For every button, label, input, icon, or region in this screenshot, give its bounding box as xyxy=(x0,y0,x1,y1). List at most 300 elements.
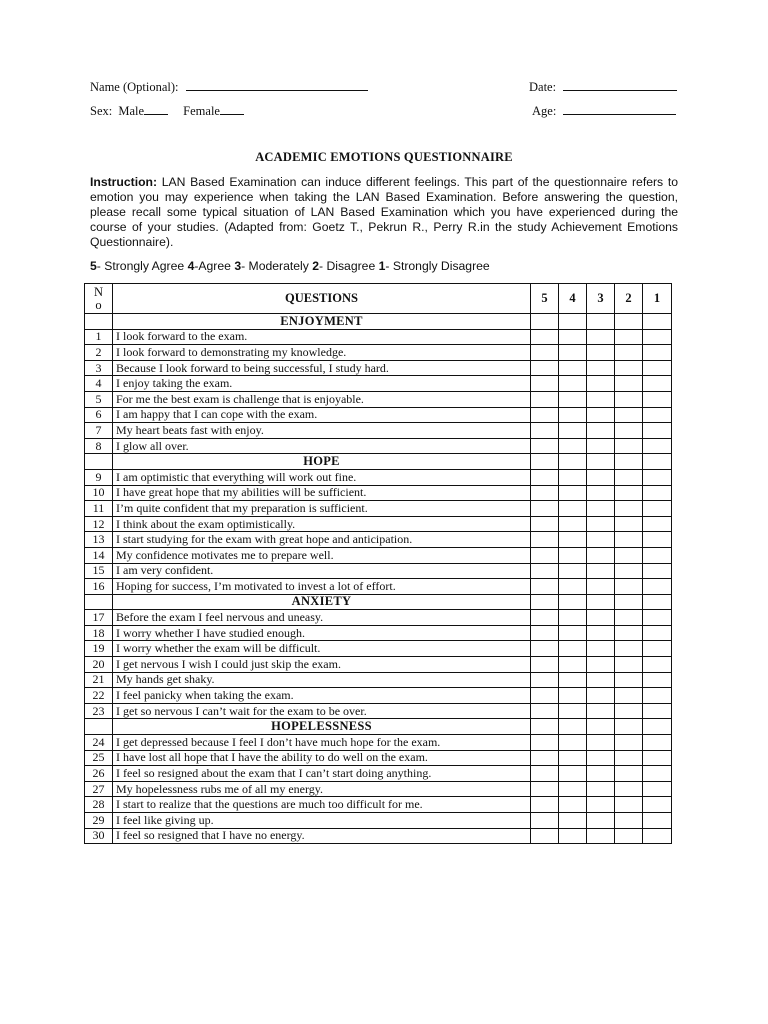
section-header-row xyxy=(85,719,672,735)
section-rating-cell xyxy=(587,594,615,610)
question-number: 25 xyxy=(85,750,113,766)
rating-5-cell[interactable] xyxy=(531,813,559,829)
rating-2-cell[interactable] xyxy=(615,703,643,719)
section-rating-cell xyxy=(559,719,587,735)
section-title: HOPELESSNESS xyxy=(113,719,531,735)
rating-4-cell[interactable] xyxy=(559,485,587,501)
rating-5-cell[interactable] xyxy=(531,501,559,517)
rating-2-cell[interactable] xyxy=(615,469,643,485)
section-rating-cell xyxy=(587,719,615,735)
question-text: I feel so resigned that I have no energy. xyxy=(113,828,531,844)
rating-1-cell[interactable] xyxy=(643,485,672,501)
table-row xyxy=(85,672,672,688)
rating-3-cell[interactable] xyxy=(587,345,615,361)
question-number: 10 xyxy=(85,485,113,501)
rating-5-cell[interactable] xyxy=(531,688,559,704)
rating-1-cell[interactable] xyxy=(643,703,672,719)
table-row xyxy=(85,813,672,829)
question-text: My hopelessness rubs me of all my energy. xyxy=(113,781,531,797)
section-header-row xyxy=(85,594,672,610)
rating-1-cell[interactable] xyxy=(643,345,672,361)
rating-1-cell[interactable] xyxy=(643,563,672,579)
scale-num: 1 xyxy=(378,259,386,273)
table-row xyxy=(85,469,672,485)
rating-1-cell[interactable] xyxy=(643,657,672,673)
section-header-row xyxy=(85,454,672,470)
rating-3-cell[interactable] xyxy=(587,501,615,517)
question-number: 30 xyxy=(85,828,113,844)
rating-2-cell[interactable] xyxy=(615,407,643,423)
question-text: I feel panicky when taking the exam. xyxy=(113,688,531,704)
table-row xyxy=(85,735,672,751)
rating-4-cell[interactable] xyxy=(559,735,587,751)
rating-4-cell[interactable] xyxy=(559,657,587,673)
rating-5-cell[interactable] xyxy=(531,657,559,673)
table-row xyxy=(85,547,672,563)
section-no-cell xyxy=(85,594,113,610)
question-number: 11 xyxy=(85,501,113,517)
rating-5-cell[interactable] xyxy=(531,532,559,548)
rating-3-cell[interactable] xyxy=(587,423,615,439)
question-number: 29 xyxy=(85,813,113,829)
rating-1-cell[interactable] xyxy=(643,672,672,688)
rating-3-cell[interactable] xyxy=(587,610,615,626)
rating-5-cell[interactable] xyxy=(531,797,559,813)
rating-3-cell[interactable] xyxy=(587,547,615,563)
table-row xyxy=(85,485,672,501)
question-text: My heart beats fast with enjoy. xyxy=(113,423,531,439)
table-row xyxy=(85,625,672,641)
rating-3-cell[interactable] xyxy=(587,797,615,813)
table-row xyxy=(85,391,672,407)
scale-text: - Strongly Agree xyxy=(96,259,188,273)
rating-1-cell[interactable] xyxy=(643,516,672,532)
question-number: 21 xyxy=(85,672,113,688)
rating-5-cell[interactable] xyxy=(531,345,559,361)
question-number: 17 xyxy=(85,610,113,626)
question-text: I worry whether I have studied enough. xyxy=(113,625,531,641)
question-text: I look forward to demonstrating my knowledge. xyxy=(113,345,531,361)
section-rating-cell xyxy=(531,314,559,330)
rating-3-cell[interactable] xyxy=(587,641,615,657)
rating-1-cell[interactable] xyxy=(643,641,672,657)
date-field-row xyxy=(529,79,677,95)
rating-3-cell[interactable] xyxy=(587,360,615,376)
question-text: I am optimistic that everything will work out fine. xyxy=(113,469,531,485)
rating-4-cell[interactable] xyxy=(559,516,587,532)
section-rating-cell xyxy=(531,454,559,470)
rating-5-cell[interactable] xyxy=(531,391,559,407)
questionnaire-body xyxy=(85,314,672,844)
rating-4-cell[interactable] xyxy=(559,563,587,579)
rating-2-cell[interactable] xyxy=(615,516,643,532)
rating-1-cell[interactable] xyxy=(643,766,672,782)
instruction-paragraph xyxy=(90,175,678,250)
rating-5-cell[interactable] xyxy=(531,672,559,688)
table-header-row xyxy=(85,284,672,314)
rating-1-cell[interactable] xyxy=(643,423,672,439)
rating-5-cell[interactable] xyxy=(531,641,559,657)
question-text: I look forward to the exam. xyxy=(113,329,531,345)
rating-5-cell[interactable] xyxy=(531,703,559,719)
rating-5-cell[interactable] xyxy=(531,563,559,579)
rating-4-cell[interactable] xyxy=(559,610,587,626)
rating-5-cell[interactable] xyxy=(531,407,559,423)
rating-5-cell[interactable] xyxy=(531,438,559,454)
rating-3-cell[interactable] xyxy=(587,329,615,345)
question-text: I get nervous I wish I could just skip the exam. xyxy=(113,657,531,673)
rating-1-cell[interactable] xyxy=(643,391,672,407)
rating-3-cell[interactable] xyxy=(587,813,615,829)
rating-1-cell[interactable] xyxy=(643,438,672,454)
section-rating-cell xyxy=(615,314,643,330)
table-row xyxy=(85,329,672,345)
rating-3-cell[interactable] xyxy=(587,391,615,407)
question-text: Hoping for success, I’m motivated to invest a lot of effort. xyxy=(113,579,531,595)
question-number: 16 xyxy=(85,579,113,595)
rating-4-cell[interactable] xyxy=(559,376,587,392)
table-row xyxy=(85,766,672,782)
rating-1-cell[interactable] xyxy=(643,360,672,376)
rating-2-cell[interactable] xyxy=(615,501,643,517)
instruction-lead: Instruction: xyxy=(90,175,158,189)
question-text: I start to realize that the questions are much too difficult for me. xyxy=(113,797,531,813)
rating-3-cell[interactable] xyxy=(587,376,615,392)
table-row xyxy=(85,532,672,548)
question-text: I am very confident. xyxy=(113,563,531,579)
question-number: 24 xyxy=(85,735,113,751)
question-text: I enjoy taking the exam. xyxy=(113,376,531,392)
rating-5-cell[interactable] xyxy=(531,766,559,782)
rating-4-cell[interactable] xyxy=(559,688,587,704)
rating-3-cell[interactable] xyxy=(587,563,615,579)
scale-text: - Moderately xyxy=(241,259,313,273)
rating-2-cell[interactable] xyxy=(615,641,643,657)
sex-field-row xyxy=(90,103,244,119)
rating-4-cell[interactable] xyxy=(559,345,587,361)
rating-2-cell[interactable] xyxy=(615,563,643,579)
rating-4-cell[interactable] xyxy=(559,407,587,423)
section-rating-cell xyxy=(643,314,672,330)
rating-4-cell[interactable] xyxy=(559,547,587,563)
rating-2-cell[interactable] xyxy=(615,329,643,345)
rating-1-cell[interactable] xyxy=(643,625,672,641)
rating-5-cell[interactable] xyxy=(531,750,559,766)
rating-3-cell[interactable] xyxy=(587,579,615,595)
question-text: I am happy that I can cope with the exam. xyxy=(113,407,531,423)
table-row xyxy=(85,345,672,361)
question-number: 12 xyxy=(85,516,113,532)
rating-2-cell[interactable] xyxy=(615,797,643,813)
section-rating-cell xyxy=(587,314,615,330)
section-rating-cell xyxy=(531,719,559,735)
date-input-line[interactable] xyxy=(563,79,677,91)
rating-5-cell[interactable] xyxy=(531,547,559,563)
rating-4-cell[interactable] xyxy=(559,391,587,407)
table-row xyxy=(85,376,672,392)
question-number: 6 xyxy=(85,407,113,423)
name-field-row xyxy=(90,79,368,95)
female-input-line[interactable] xyxy=(220,103,244,115)
male-input-line[interactable] xyxy=(144,103,168,115)
rating-1-cell[interactable] xyxy=(643,750,672,766)
rating-3-cell[interactable] xyxy=(587,688,615,704)
rating-5-cell[interactable] xyxy=(531,579,559,595)
rating-3-cell[interactable] xyxy=(587,469,615,485)
rating-2-cell[interactable] xyxy=(615,610,643,626)
rating-4-cell[interactable] xyxy=(559,703,587,719)
rating-5-cell[interactable] xyxy=(531,469,559,485)
rating-3-header: 3 xyxy=(587,284,615,314)
question-text: I start studying for the exam with great hope and anticipation. xyxy=(113,532,531,548)
instruction-text: LAN Based Examination can induce different feelings. This part of the questionnaire refers to emotion you may experience when taking the LAN Based Examination. Before answering the question, please recall some typical situation of LAN Based Examination which you have experienced during the course of your studies. (Adapted from: Goetz T., Pekrun R., Perry R.in the study Achievement Emotions Questionnaire). xyxy=(90,175,678,249)
rating-3-cell[interactable] xyxy=(587,781,615,797)
rating-2-cell[interactable] xyxy=(615,579,643,595)
scale-num: 5 xyxy=(90,259,97,273)
section-rating-cell xyxy=(643,594,672,610)
age-label: Age: xyxy=(532,104,557,118)
rating-2-cell[interactable] xyxy=(615,750,643,766)
rating-3-cell[interactable] xyxy=(587,407,615,423)
no-header-bottom: o xyxy=(95,297,102,312)
rating-2-cell[interactable] xyxy=(615,688,643,704)
rating-3-cell[interactable] xyxy=(587,766,615,782)
question-text: I have lost all hope that I have the ability to do well on the exam. xyxy=(113,750,531,766)
section-rating-cell xyxy=(587,454,615,470)
rating-1-cell[interactable] xyxy=(643,781,672,797)
rating-1-cell[interactable] xyxy=(643,501,672,517)
scale-num: 3 xyxy=(234,259,242,273)
questionnaire-table xyxy=(84,283,672,844)
question-number: 3 xyxy=(85,360,113,376)
question-text: My confidence motivates me to prepare well. xyxy=(113,547,531,563)
rating-1-header: 1 xyxy=(643,284,672,314)
rating-1-cell[interactable] xyxy=(643,813,672,829)
table-row xyxy=(85,828,672,844)
question-number: 13 xyxy=(85,532,113,548)
section-rating-cell xyxy=(559,454,587,470)
rating-2-cell[interactable] xyxy=(615,735,643,751)
question-number: 15 xyxy=(85,563,113,579)
question-text: I feel like giving up. xyxy=(113,813,531,829)
rating-4-cell[interactable] xyxy=(559,828,587,844)
female-label: Female xyxy=(183,104,220,118)
rating-1-cell[interactable] xyxy=(643,469,672,485)
rating-2-cell[interactable] xyxy=(615,376,643,392)
rating-3-cell[interactable] xyxy=(587,703,615,719)
rating-5-cell[interactable] xyxy=(531,735,559,751)
section-rating-cell xyxy=(615,454,643,470)
rating-2-cell[interactable] xyxy=(615,391,643,407)
question-text: Before the exam I feel nervous and uneasy. xyxy=(113,610,531,626)
rating-2-cell[interactable] xyxy=(615,423,643,439)
section-rating-cell xyxy=(615,594,643,610)
question-text: Because I look forward to being successful, I study hard. xyxy=(113,360,531,376)
question-number: 19 xyxy=(85,641,113,657)
question-number: 4 xyxy=(85,376,113,392)
question-number: 18 xyxy=(85,625,113,641)
scale-text: - Disagree xyxy=(319,259,379,273)
section-title: HOPE xyxy=(113,454,531,470)
rating-5-cell[interactable] xyxy=(531,625,559,641)
question-number: 27 xyxy=(85,781,113,797)
question-number: 23 xyxy=(85,703,113,719)
rating-4-cell[interactable] xyxy=(559,766,587,782)
age-field-row xyxy=(532,103,676,119)
rating-2-cell[interactable] xyxy=(615,547,643,563)
sex-label: Sex: xyxy=(90,104,113,118)
rating-2-cell[interactable] xyxy=(615,781,643,797)
table-row xyxy=(85,579,672,595)
rating-4-cell[interactable] xyxy=(559,813,587,829)
question-text: I feel so resigned about the exam that I can’t start doing anything. xyxy=(113,766,531,782)
rating-1-cell[interactable] xyxy=(643,828,672,844)
rating-1-cell[interactable] xyxy=(643,407,672,423)
rating-4-cell[interactable] xyxy=(559,797,587,813)
rating-1-cell[interactable] xyxy=(643,735,672,751)
rating-1-cell[interactable] xyxy=(643,688,672,704)
rating-4-cell[interactable] xyxy=(559,469,587,485)
rating-4-cell[interactable] xyxy=(559,625,587,641)
rating-4-cell[interactable] xyxy=(559,579,587,595)
rating-1-cell[interactable] xyxy=(643,376,672,392)
rating-3-cell[interactable] xyxy=(587,438,615,454)
rating-3-cell[interactable] xyxy=(587,516,615,532)
question-number: 26 xyxy=(85,766,113,782)
rating-1-cell[interactable] xyxy=(643,547,672,563)
question-text: I worry whether the exam will be difficult. xyxy=(113,641,531,657)
rating-4-cell[interactable] xyxy=(559,438,587,454)
question-text: I get so nervous I can’t wait for the exam to be over. xyxy=(113,703,531,719)
section-no-cell xyxy=(85,454,113,470)
section-rating-cell xyxy=(643,719,672,735)
question-number: 9 xyxy=(85,469,113,485)
rating-5-cell[interactable] xyxy=(531,781,559,797)
table-row xyxy=(85,423,672,439)
question-text: I glow all over. xyxy=(113,438,531,454)
table-row xyxy=(85,688,672,704)
rating-2-cell[interactable] xyxy=(615,438,643,454)
rating-scale-legend xyxy=(90,259,490,273)
table-row xyxy=(85,360,672,376)
rating-1-cell[interactable] xyxy=(643,329,672,345)
question-number: 20 xyxy=(85,657,113,673)
rating-4-cell[interactable] xyxy=(559,329,587,345)
rating-5-cell[interactable] xyxy=(531,828,559,844)
rating-3-cell[interactable] xyxy=(587,657,615,673)
rating-2-cell[interactable] xyxy=(615,657,643,673)
rating-5-cell[interactable] xyxy=(531,610,559,626)
table-row xyxy=(85,610,672,626)
rating-3-cell[interactable] xyxy=(587,750,615,766)
question-number: 28 xyxy=(85,797,113,813)
rating-2-header: 2 xyxy=(615,284,643,314)
rating-1-cell[interactable] xyxy=(643,579,672,595)
rating-5-cell[interactable] xyxy=(531,485,559,501)
rating-2-cell[interactable] xyxy=(615,766,643,782)
questions-column-header: QUESTIONS xyxy=(113,284,531,314)
question-number: 5 xyxy=(85,391,113,407)
scale-num: 2 xyxy=(312,259,319,273)
rating-4-cell[interactable] xyxy=(559,641,587,657)
question-number: 8 xyxy=(85,438,113,454)
rating-3-cell[interactable] xyxy=(587,625,615,641)
rating-2-cell[interactable] xyxy=(615,625,643,641)
question-text: I have great hope that my abilities will be sufficient. xyxy=(113,485,531,501)
section-title: ANXIETY xyxy=(113,594,531,610)
table-row xyxy=(85,501,672,517)
question-number: 1 xyxy=(85,329,113,345)
table-row xyxy=(85,563,672,579)
rating-1-cell[interactable] xyxy=(643,797,672,813)
table-row xyxy=(85,438,672,454)
question-number: 22 xyxy=(85,688,113,704)
rating-3-cell[interactable] xyxy=(587,735,615,751)
section-rating-cell xyxy=(559,594,587,610)
rating-4-cell[interactable] xyxy=(559,672,587,688)
rating-1-cell[interactable] xyxy=(643,610,672,626)
rating-3-cell[interactable] xyxy=(587,485,615,501)
rating-5-cell[interactable] xyxy=(531,376,559,392)
table-row xyxy=(85,407,672,423)
rating-2-cell[interactable] xyxy=(615,828,643,844)
table-row xyxy=(85,797,672,813)
no-header-top: N xyxy=(93,284,104,299)
scale-text: - Strongly Disagree xyxy=(385,259,490,273)
male-label: Male xyxy=(118,104,145,118)
rating-4-cell[interactable] xyxy=(559,532,587,548)
table-row xyxy=(85,657,672,673)
rating-4-header: 4 xyxy=(559,284,587,314)
rating-5-cell[interactable] xyxy=(531,423,559,439)
rating-5-cell[interactable] xyxy=(531,360,559,376)
scale-num: 4 xyxy=(187,259,195,273)
question-text: I think about the exam optimistically. xyxy=(113,516,531,532)
rating-2-cell[interactable] xyxy=(615,360,643,376)
rating-4-cell[interactable] xyxy=(559,423,587,439)
rating-3-cell[interactable] xyxy=(587,828,615,844)
section-header-row xyxy=(85,314,672,330)
section-rating-cell xyxy=(559,314,587,330)
age-input-line[interactable] xyxy=(563,103,676,115)
rating-2-cell[interactable] xyxy=(615,813,643,829)
rating-5-cell[interactable] xyxy=(531,329,559,345)
rating-2-cell[interactable] xyxy=(615,345,643,361)
scale-text: -Agree xyxy=(194,259,235,273)
question-text: For me the best exam is challenge that is enjoyable. xyxy=(113,391,531,407)
rating-4-cell[interactable] xyxy=(559,781,587,797)
rating-4-cell[interactable] xyxy=(559,501,587,517)
section-rating-cell xyxy=(531,594,559,610)
rating-4-cell[interactable] xyxy=(559,750,587,766)
rating-2-cell[interactable] xyxy=(615,485,643,501)
section-no-cell xyxy=(85,314,113,330)
rating-3-cell[interactable] xyxy=(587,532,615,548)
rating-5-cell[interactable] xyxy=(531,516,559,532)
name-label: Name (Optional): xyxy=(90,80,179,94)
rating-2-cell[interactable] xyxy=(615,532,643,548)
rating-4-cell[interactable] xyxy=(559,360,587,376)
section-rating-cell xyxy=(643,454,672,470)
rating-3-cell[interactable] xyxy=(587,672,615,688)
rating-2-cell[interactable] xyxy=(615,672,643,688)
table-row xyxy=(85,703,672,719)
name-input-line[interactable] xyxy=(186,79,368,91)
table-row xyxy=(85,781,672,797)
question-number: 7 xyxy=(85,423,113,439)
question-number: 2 xyxy=(85,345,113,361)
rating-1-cell[interactable] xyxy=(643,532,672,548)
